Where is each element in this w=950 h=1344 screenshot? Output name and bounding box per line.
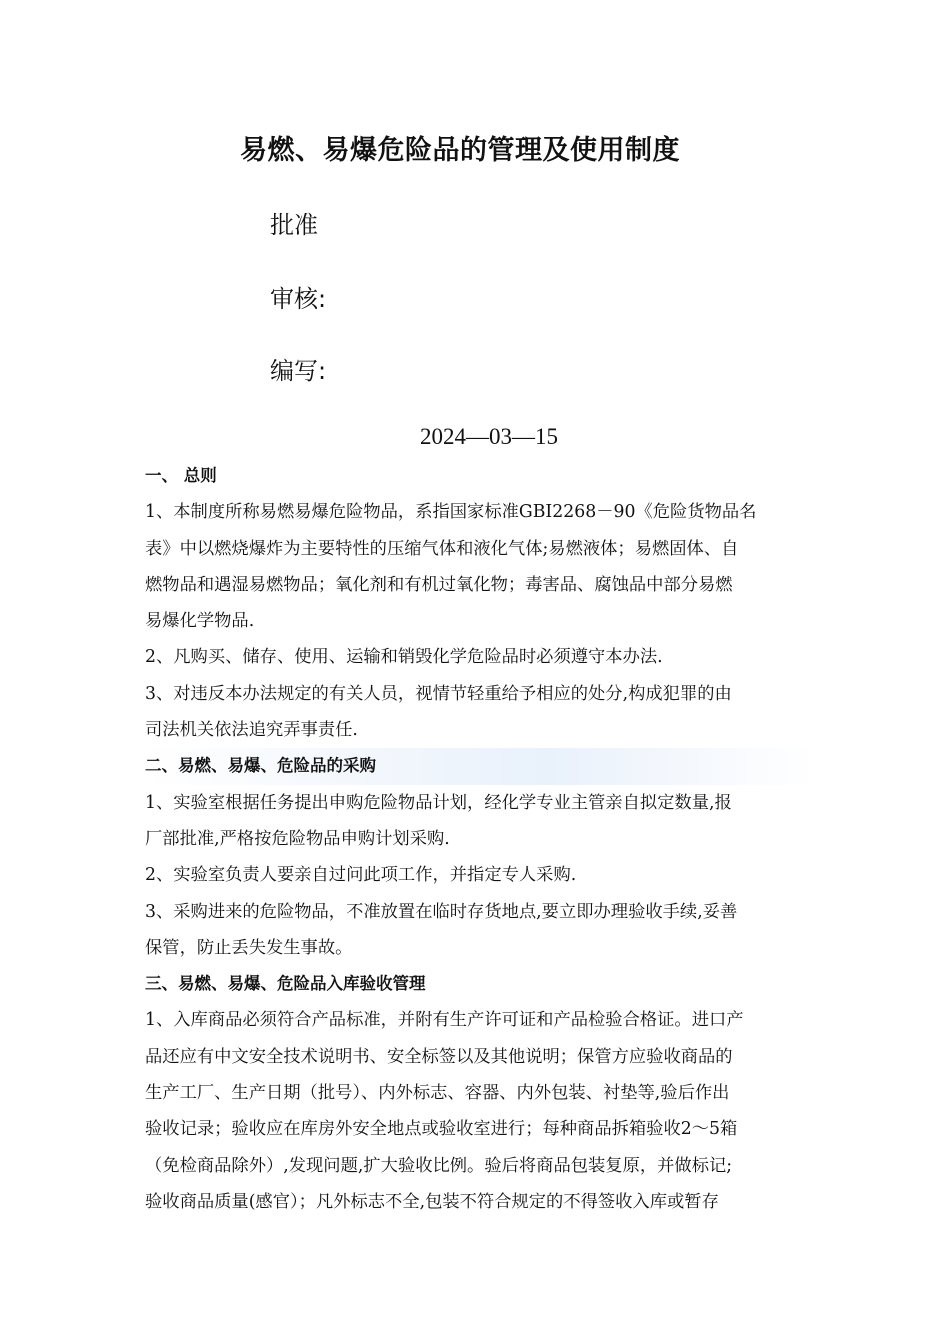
body-text-line: 司法机关依法追究弄事责任. bbox=[145, 720, 358, 741]
author-label: 编写: bbox=[270, 357, 327, 385]
approve-label: 批准 bbox=[270, 211, 318, 239]
body-text-line: 品还应有中文安全技术说明书、安全标签以及其他说明；保管方应验收商品的 bbox=[145, 1046, 733, 1067]
body-text-line: 保管，防止丢失发生事故。 bbox=[145, 937, 353, 958]
body-text-line: 1、实验室根据任务提出申购危险物品计划，经化学专业主管亲自拟定数量,报 bbox=[145, 792, 732, 813]
body-text-line: 燃物品和遇湿易燃物品；氧化剂和有机过氧化物；毒害品、腐蚀品中部分易燃 bbox=[145, 574, 733, 595]
body-text-line: 易爆化学物品. bbox=[145, 611, 255, 632]
body-text-line: 3、对违反本办法规定的有关人员，视情节轻重给予相应的处分,构成犯罪的由 bbox=[145, 683, 732, 704]
section-heading: 二、易燃、易爆、危险品的采购 bbox=[145, 748, 815, 784]
body-text-line: 3、采购进来的危险物品，不准放置在临时存货地点,要立即办理验收手续,妥善 bbox=[145, 901, 738, 922]
body-text-line: 1、本制度所称易燃易爆危险物品，系指国家标准GBI2268－90《危险货物品名 bbox=[145, 502, 757, 523]
document-body bbox=[145, 458, 815, 1220]
body-text-line: （免检商品除外）,发现问题,扩大验收比例。验后将商品包装复原，并做标记; bbox=[145, 1155, 733, 1176]
review-label: 审核: bbox=[270, 285, 327, 313]
body-text-line: 2、凡购买、储存、使用、运输和销毁化学危险品时必须遵守本办法. bbox=[145, 647, 663, 668]
body-text-line: 1、入库商品必须符合产品标准，并附有生产许可证和产品检验合格证。进口产 bbox=[145, 1010, 744, 1031]
section-heading: 一、 总则 bbox=[145, 466, 217, 485]
body-text-line: 表》中以燃烧爆炸为主要特性的压缩气体和液化气体;易燃液体；易燃固体、自 bbox=[145, 538, 739, 559]
body-text-line: 厂部批准,严格按危险物品申购计划采购. bbox=[145, 828, 450, 849]
section-heading: 三、易燃、易爆、危险品入库验收管理 bbox=[145, 974, 426, 994]
body-text-line: 2、实验室负责人要亲自过问此项工作，并指定专人采购. bbox=[145, 865, 577, 886]
body-text-line: 验收商品质量(感官）；凡外标志不全,包装不符合规定的不得签收入库或暂存 bbox=[145, 1191, 719, 1212]
body-text-line: 生产工厂、生产日期（批号）、内外标志、容器、内外包装、衬垫等,验后作出 bbox=[145, 1083, 730, 1104]
document-title: 易燃、易爆危险品的管理及使用制度 bbox=[240, 135, 680, 166]
body-text-line: 验收记录；验收应在库房外安全地点或验收室进行；每种商品拆箱验收2～5箱 bbox=[145, 1119, 738, 1140]
document-date: 2024—03—15 bbox=[420, 424, 558, 449]
